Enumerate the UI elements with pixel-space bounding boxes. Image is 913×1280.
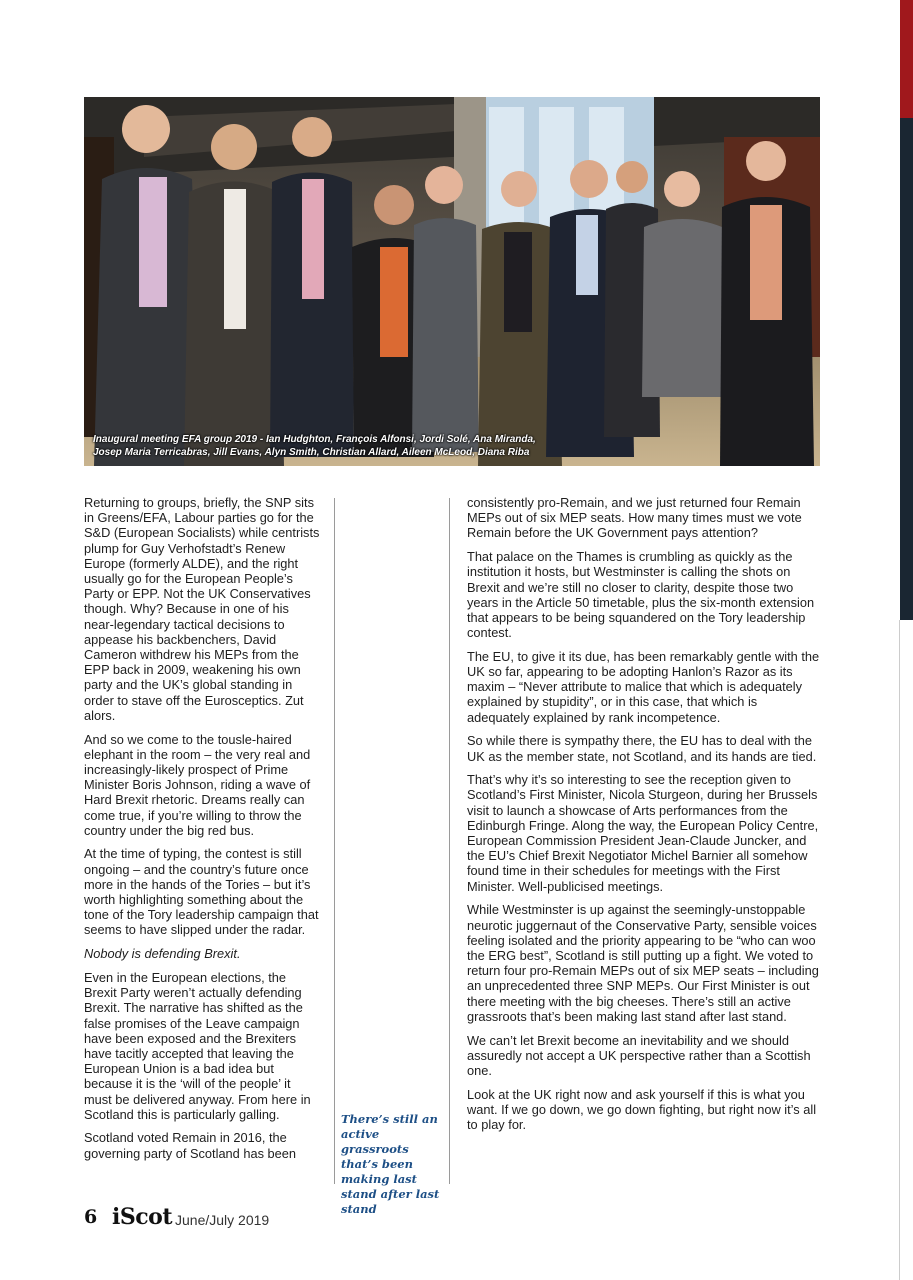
paragraph: Look at the UK right now and ask yourself if this is what you want. If we go down, we go down fighting, but right now it’s all to play for. xyxy=(467,1086,817,1133)
paragraph: Even in the European elections, the Brexit Party weren’t actually defending Brexit. The narrative has shifted as the false promises of the Leave campaign have been exposed and the Brexiters have tacitly accepted that leaving the European Union is a bad idea but because it is the ‘will of the people’ it must be delivered anyway. From here in Scotland this is particularly galling. xyxy=(84,969,311,1122)
paragraph: Scotland voted Remain in 2016, the governing party of Scotland has been xyxy=(84,1130,297,1161)
paragraph: The EU, to give it its due, has been remarkably gentle with the UK so far, appearing to be adopting Hanlon’s Razor as its maxim – “Never attribute to malice that which is adequately explained by stupidity”, or in this case, that which is adequately explained by rank incompetence. xyxy=(467,648,820,725)
photo-caption-line-2: Josep Maria Terricabras, Jill Evans, Alyn Smith, Christian Allard, Aileen McLeod, Diana Riba xyxy=(93,447,530,458)
column-rule-left xyxy=(334,498,335,1184)
magazine-logo: iScot xyxy=(112,1204,172,1230)
paragraph: At the time of typing, the contest is still ongoing – and the country’s future once more in the hands of the Tories – but it’s worth highlighting something about the tone of the Tory leadership campaign that seems to have slipped under the radar. xyxy=(84,846,319,938)
paragraph-emphasis: Nobody is defending Brexit. xyxy=(84,946,241,962)
paragraph: And so we come to the tousle-haired elephant in the room – the very real and increasingly-likely prospect of Prime Minister Boris Johnson, riding a wave of Hard Brexit rhetoric. Dreams really can come true, if you’re willing to throw the country under the big red bus. xyxy=(84,731,311,838)
page-edge-line xyxy=(899,620,900,1280)
paragraph: consistently pro-Remain, and we just returned four Remain MEPs out of six MEP seats. How many times must we vote Remain before the UK Government pays attention? xyxy=(467,495,802,541)
paragraph: So while there is sympathy there, the EU has to deal with the UK as the member state, not Scotland, and its hands are tied. xyxy=(467,733,817,764)
page-number: 6 xyxy=(84,1206,98,1228)
paragraph: Returning to groups, briefly, the SNP sits in Greens/EFA, Labour parties go for the S&D (European Socialists) while centrists plump for Guy Verhofstadt’s Renew Europe (formerly ALDE), and the right usually go for the European People’s Party or EPP. Not the UK Conservatives though. Why? Because in one of his near-legendary tactical decisions to appease his backbenchers, David Cameron withdrew his MEPs from the EPP back in 2009, weakening his own party and the UK’s global standing in order to stave off the Eurosceptics. Zut alors. xyxy=(84,495,320,723)
pull-quote: There’s still an active grassroots that’s been making last stand after last stand xyxy=(341,1112,440,1216)
group-photo xyxy=(84,97,820,466)
article-column-right xyxy=(467,495,823,1141)
paragraph: That’s why it’s so interesting to see the reception given to Scotland’s First Minister, Nicola Sturgeon, during her Brussels visit to launch a showcase of Arts performances from the Edinburgh Fringe. Along the way, the European Policy Centre, European Commission President Jean-Claude Juncker, and the EU’s Chief Brexit Negotiator Michel Barnier all somehow found time in their schedules for meetings with the First Minister. Well-publicised meetings. xyxy=(467,772,819,894)
photo-caption-line-1: Inaugural meeting EFA group 2019 - Ian Hudghton, François Alfonsi, Jordi Solé, Ana Miranda, xyxy=(93,434,536,445)
paragraph: We can’t let Brexit become an inevitability and we should assuredly not accept a UK perspective rather than a Scottish one. xyxy=(467,1032,811,1078)
issue-date: June/July 2019 xyxy=(175,1212,270,1228)
article-column-left xyxy=(84,495,320,1169)
group-photo-illustration xyxy=(84,97,820,466)
photo-caption xyxy=(93,433,653,459)
paragraph: While Westminster is up against the seemingly-unstoppable neurotic juggernaut of the Conservative Party, sensible voices feeling isolated and the priority appearing to be “who can woo the ERG best”, Scotland is still putting up a fight. We voted to return four pro-Remain MEPs out of six MEP seats – including an unprecedented three SNP MEPs. Our First Minister is out there meeting with the big cheeses. There’s still an active grassroots that’s been making last stand after last stand. xyxy=(467,902,819,1024)
paragraph: That palace on the Thames is crumbling as quickly as the institution it hosts, but Westminster is calling the shots on Brexit and we’re still no closer to clarity, despite those two years in the Article 50 timetable, plus the six-month extension that appears to be being squandered on the Tory leadership contest. xyxy=(467,549,815,641)
page-edge-accent xyxy=(900,0,913,118)
column-rule-right xyxy=(449,498,450,1184)
